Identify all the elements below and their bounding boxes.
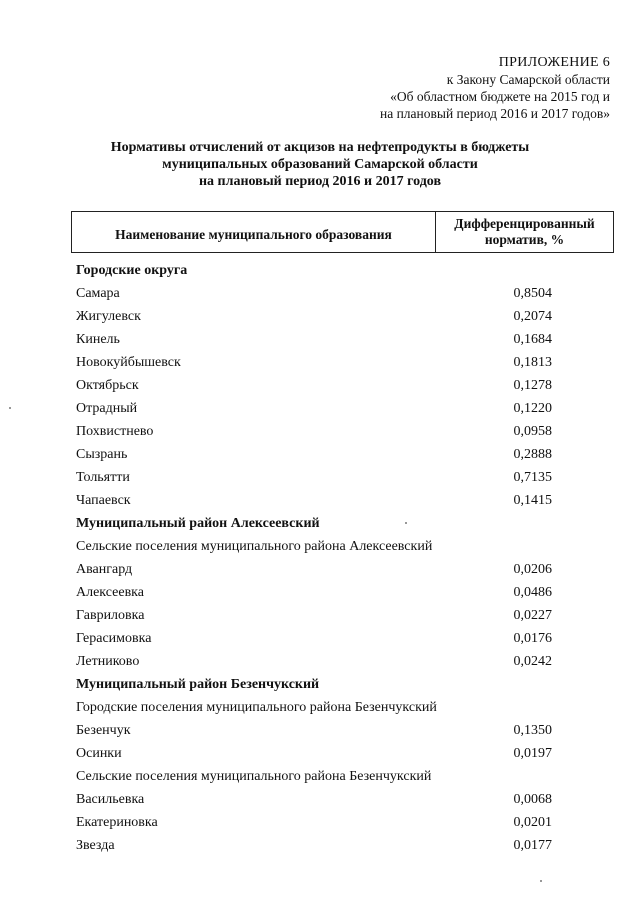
column-header-norm-line2: норматив, % [484,232,565,247]
norm-value: 0,0176 [513,631,552,646]
municipality-name: Сельские поселения муниципального района Алексеевский [76,539,433,554]
norm-value: 0,8504 [513,286,552,301]
subsection-row [76,696,552,719]
table-body [76,259,552,857]
norm-value: 0,0206 [513,562,552,577]
municipality-name: Муниципальный район Алексеевский [76,516,320,531]
table-row [76,420,552,443]
municipality-name: Звезда [76,838,115,853]
norm-value: 0,0201 [513,815,552,830]
norm-value: 0,1415 [513,493,552,508]
appendix-law-line: к Закону Самарской области [446,72,610,87]
table-row [76,627,552,650]
table-row [76,558,552,581]
scan-speck [405,522,407,524]
table-row [76,282,552,305]
norm-value: 0,0486 [513,585,552,600]
table-header [71,211,614,253]
municipality-name: Сызрань [76,447,128,462]
municipality-name: Алексеевка [76,585,144,600]
municipality-name: Осинки [76,746,122,761]
table-row [76,650,552,673]
municipality-name: Чапаевск [76,493,131,508]
table-row [76,834,552,857]
table-row [76,489,552,512]
norm-value: 0,0242 [513,654,552,669]
norm-value: 0,1278 [513,378,552,393]
title-line-3: на плановый период 2016 и 2017 годов [198,174,442,189]
norm-value: 0,0958 [513,424,552,439]
municipality-name: Городские поселения муниципального района Безенчукский [76,700,437,715]
municipality-name: Авангард [76,562,133,577]
norm-value: 0,2074 [513,309,552,324]
norm-value: 0,1220 [513,401,552,416]
column-header-norm [436,212,613,252]
title-line-2: муниципальных образований Самарской области [162,157,478,172]
table-row [76,742,552,765]
municipality-name: Тольятти [76,470,130,485]
table-row [76,328,552,351]
table-row [76,397,552,420]
municipality-name: Летниково [76,654,140,669]
municipality-name: Муниципальный район Безенчукский [76,677,320,692]
section-row [76,673,552,696]
appendix-period-line: на плановый период 2016 и 2017 годов» [379,106,610,121]
subsection-row [76,765,552,788]
table-row [76,351,552,374]
table-row [76,466,552,489]
norm-value: 0,1350 [513,723,552,738]
table-row [76,374,552,397]
norm-value: 0,0068 [513,792,552,807]
table-row [76,811,552,834]
table-row [76,581,552,604]
table-row [76,719,552,742]
document-title [0,139,640,190]
table-row [76,788,552,811]
table-row [76,604,552,627]
scan-speck [9,407,11,409]
subsection-row [76,535,552,558]
section-row [76,259,552,282]
appendix-header [380,54,610,122]
municipality-name: Сельские поселения муниципального района Безенчукский [76,769,432,784]
municipality-name: Безенчук [76,723,131,738]
table-row [76,305,552,328]
norm-value: 0,7135 [513,470,552,485]
appendix-budget-line: «Об областном бюджете на 2015 год и [390,89,610,104]
municipality-name: Городские округа [76,263,188,278]
norm-value: 0,0227 [513,608,552,623]
municipality-name: Отрадный [76,401,138,416]
title-line-1: Нормативы отчислений от акцизов на нефтепродукты в бюджеты [110,140,530,155]
municipality-name: Самара [76,286,120,301]
municipality-name: Новокуйбышевск [76,355,181,370]
municipality-name: Кинель [76,332,120,347]
norm-value: 0,1684 [513,332,552,347]
column-header-name: Наименование муниципального образования [72,212,436,252]
scan-speck [540,880,542,882]
table-row [76,443,552,466]
section-row [76,512,552,535]
municipality-name: Октябрьск [76,378,139,393]
municipality-name: Жигулевск [76,309,141,324]
norm-value: 0,2888 [513,447,552,462]
municipality-name: Похвистнево [76,424,154,439]
norm-value: 0,0197 [513,746,552,761]
municipality-name: Екатериновка [76,815,158,830]
norm-value: 0,1813 [513,355,552,370]
municipality-name: Гавриловка [76,608,145,623]
municipality-name: Герасимовка [76,631,152,646]
column-header-norm-line1: Дифференцированный [454,216,595,231]
norm-value: 0,0177 [513,838,552,853]
municipality-name: Васильевка [76,792,145,807]
appendix-number: ПРИЛОЖЕНИЕ 6 [498,55,610,70]
